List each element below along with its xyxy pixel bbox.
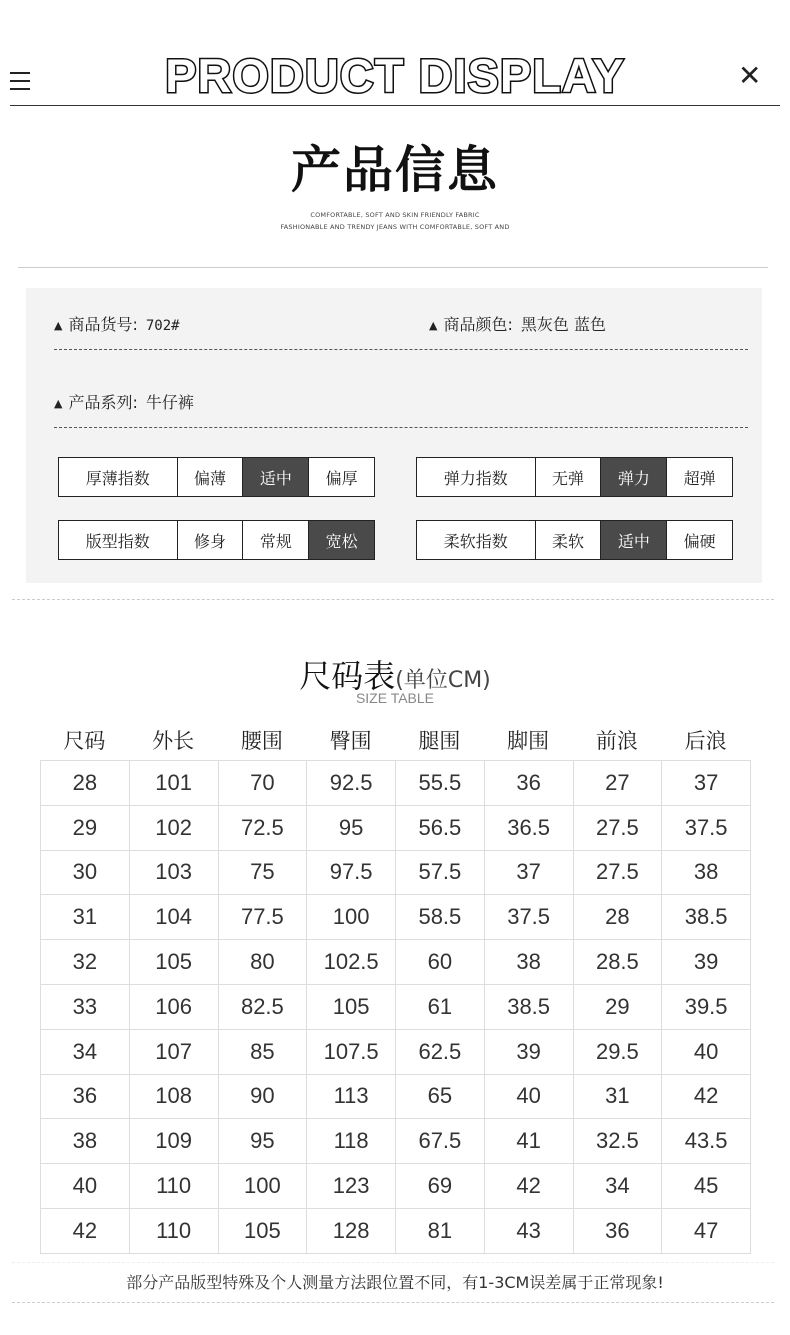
table-cell: 32.5 [574,1119,663,1164]
table-cell: 27.5 [574,851,663,896]
table-cell: 36 [574,1209,663,1254]
section-title-product-info: 产品信息 [291,141,499,199]
header-divider [10,105,780,106]
bullet-triangle-icon: ▲ [54,397,63,410]
table-cell: 61 [396,985,485,1030]
table-cell: 41 [485,1119,574,1164]
table-cell: 123 [307,1164,396,1209]
table-cell: 104 [130,895,219,940]
softness-option-medium-selected: 适中 [600,521,666,559]
table-cell: 107 [130,1030,219,1075]
table-cell: 40 [41,1164,130,1209]
series-row [54,390,194,413]
table-cell: 106 [130,985,219,1030]
table-cell: 40 [485,1075,574,1120]
dotted-divider [12,1302,774,1303]
page-title: PRODUCT DISPLAY [165,49,625,102]
table-row [41,806,751,851]
close-icon[interactable]: ✕ [738,59,762,92]
table-cell: 39.5 [662,985,751,1030]
table-cell: 105 [219,1209,308,1254]
table-cell: 101 [130,761,219,806]
elasticity-option-super: 超弹 [666,458,732,496]
table-cell: 95 [307,806,396,851]
table-cell: 118 [307,1119,396,1164]
table-cell: 32 [41,940,130,985]
fit-index-label: 版型指数 [85,531,150,551]
table-cell: 31 [41,895,130,940]
table-cell: 108 [130,1075,219,1120]
table-cell: 107.5 [307,1030,396,1075]
table-cell: 45 [662,1164,751,1209]
table-cell: 103 [130,851,219,896]
table-cell: 70 [219,761,308,806]
table-row [41,761,751,806]
table-cell: 36 [41,1075,130,1120]
table-cell: 39 [662,940,751,985]
table-cell: 38 [485,940,574,985]
table-cell: 38 [662,851,751,896]
thickness-option-thin: 偏薄 [177,458,243,496]
table-cell: 102.5 [307,940,396,985]
table-cell: 31 [574,1075,663,1120]
table-cell: 69 [396,1164,485,1209]
table-row [41,851,751,896]
item-number-row [54,312,180,335]
table-cell: 92.5 [307,761,396,806]
thickness-index [58,457,375,497]
table-cell: 97.5 [307,851,396,896]
elasticity-index-label: 弹力指数 [443,468,508,488]
table-cell: 72.5 [219,806,308,851]
table-cell: 30 [41,851,130,896]
table-cell: 60 [396,940,485,985]
series-value: 牛仔裤 [145,393,194,412]
column-header: 臀围 [329,729,372,753]
thickness-index-label: 厚薄指数 [85,468,150,488]
table-cell: 56.5 [396,806,485,851]
softness-option-soft: 柔软 [535,521,601,559]
table-cell: 58.5 [396,895,485,940]
table-cell: 42 [41,1209,130,1254]
table-cell: 42 [485,1164,574,1209]
series-label: 产品系列: [68,393,138,412]
intro-subtitle-line2: FASHIONABLE AND TRENDY JEANS WITH COMFORTABLE, SOFT AND [280,223,510,231]
bullet-triangle-icon: ▲ [429,319,438,332]
elasticity-option-none: 无弹 [535,458,601,496]
table-cell: 82.5 [219,985,308,1030]
table-cell: 33 [41,985,130,1030]
column-header: 前浪 [595,729,638,753]
table-row [41,895,751,940]
dotted-divider [12,1262,774,1263]
table-cell: 38 [41,1119,130,1164]
table-cell: 57.5 [396,851,485,896]
softness-index-label: 柔软指数 [443,531,508,551]
table-cell: 38.5 [485,985,574,1030]
table-cell: 85 [219,1030,308,1075]
dashed-divider [54,349,748,350]
column-header: 后浪 [684,729,727,753]
table-cell: 47 [662,1209,751,1254]
thickness-option-thick: 偏厚 [308,458,374,496]
table-row [41,1030,751,1075]
table-cell: 65 [396,1075,485,1120]
table-cell: 37 [485,851,574,896]
table-cell: 39 [485,1030,574,1075]
table-cell: 105 [130,940,219,985]
color-row [429,312,606,335]
table-cell: 34 [574,1164,663,1209]
column-header: 腿围 [418,729,461,753]
dotted-divider [12,599,774,600]
item-number-label: 商品货号: [68,315,138,334]
table-cell: 28 [574,895,663,940]
elasticity-option-stretch-selected: 弹力 [600,458,666,496]
fit-option-loose-selected: 宽松 [308,521,374,559]
table-row [41,1164,751,1209]
table-row [41,985,751,1030]
size-table-unit: (单位CM) [395,668,491,693]
table-cell: 110 [130,1209,219,1254]
table-cell: 110 [130,1164,219,1209]
table-cell: 28.5 [574,940,663,985]
table-cell: 55.5 [396,761,485,806]
size-table-header [40,725,750,755]
table-cell: 27.5 [574,806,663,851]
fit-option-regular: 常规 [242,521,308,559]
elasticity-index [416,457,733,497]
color-label: 商品颜色: [443,315,513,334]
column-header: 腰围 [240,729,283,753]
color-value: 黑灰色 蓝色 [520,315,606,334]
table-cell: 113 [307,1075,396,1120]
column-header: 外长 [152,729,195,753]
table-cell: 36 [485,761,574,806]
softness-index [416,520,733,560]
size-table-title-text: 尺码表 [299,657,396,695]
table-cell: 36.5 [485,806,574,851]
fit-index [58,520,375,560]
table-cell: 38.5 [662,895,751,940]
table-cell: 37.5 [662,806,751,851]
size-table-subtitle: SIZE TABLE [355,690,435,706]
table-cell: 95 [219,1119,308,1164]
table-cell: 62.5 [396,1030,485,1075]
table-cell: 109 [130,1119,219,1164]
column-header: 脚围 [507,729,550,753]
table-cell: 29 [574,985,663,1030]
column-header: 尺码 [63,729,106,753]
table-cell: 128 [307,1209,396,1254]
table-cell: 34 [41,1030,130,1075]
table-row [41,1075,751,1120]
table-cell: 43.5 [662,1119,751,1164]
table-cell: 102 [130,806,219,851]
table-cell: 75 [219,851,308,896]
table-cell: 77.5 [219,895,308,940]
table-cell: 100 [307,895,396,940]
table-cell: 81 [396,1209,485,1254]
size-table-body [40,760,751,1254]
fit-option-slim: 修身 [177,521,243,559]
table-cell: 27 [574,761,663,806]
table-row [41,1119,751,1164]
table-cell: 100 [219,1164,308,1209]
table-row [41,1209,751,1254]
table-cell: 37.5 [485,895,574,940]
table-cell: 40 [662,1030,751,1075]
bullet-triangle-icon: ▲ [54,319,63,332]
section-divider [18,267,768,268]
thickness-option-medium-selected: 适中 [242,458,308,496]
item-number-value: 702# [145,318,180,334]
measurement-note: 部分产品版型特殊及个人测量方法跟位置不同，有1-3CM误差属于正常现象! [126,1273,664,1292]
table-row [41,940,751,985]
dashed-divider [54,427,748,428]
table-cell: 67.5 [396,1119,485,1164]
table-cell: 80 [219,940,308,985]
intro-subtitle-line1: COMFORTABLE, SOFT AND SKIN FRIENDLY FABRIC [310,211,480,219]
table-cell: 105 [307,985,396,1030]
table-cell: 28 [41,761,130,806]
table-cell: 29 [41,806,130,851]
softness-option-hard: 偏硬 [666,521,732,559]
table-cell: 90 [219,1075,308,1120]
table-cell: 42 [662,1075,751,1120]
table-cell: 29.5 [574,1030,663,1075]
table-cell: 43 [485,1209,574,1254]
table-cell: 37 [662,761,751,806]
